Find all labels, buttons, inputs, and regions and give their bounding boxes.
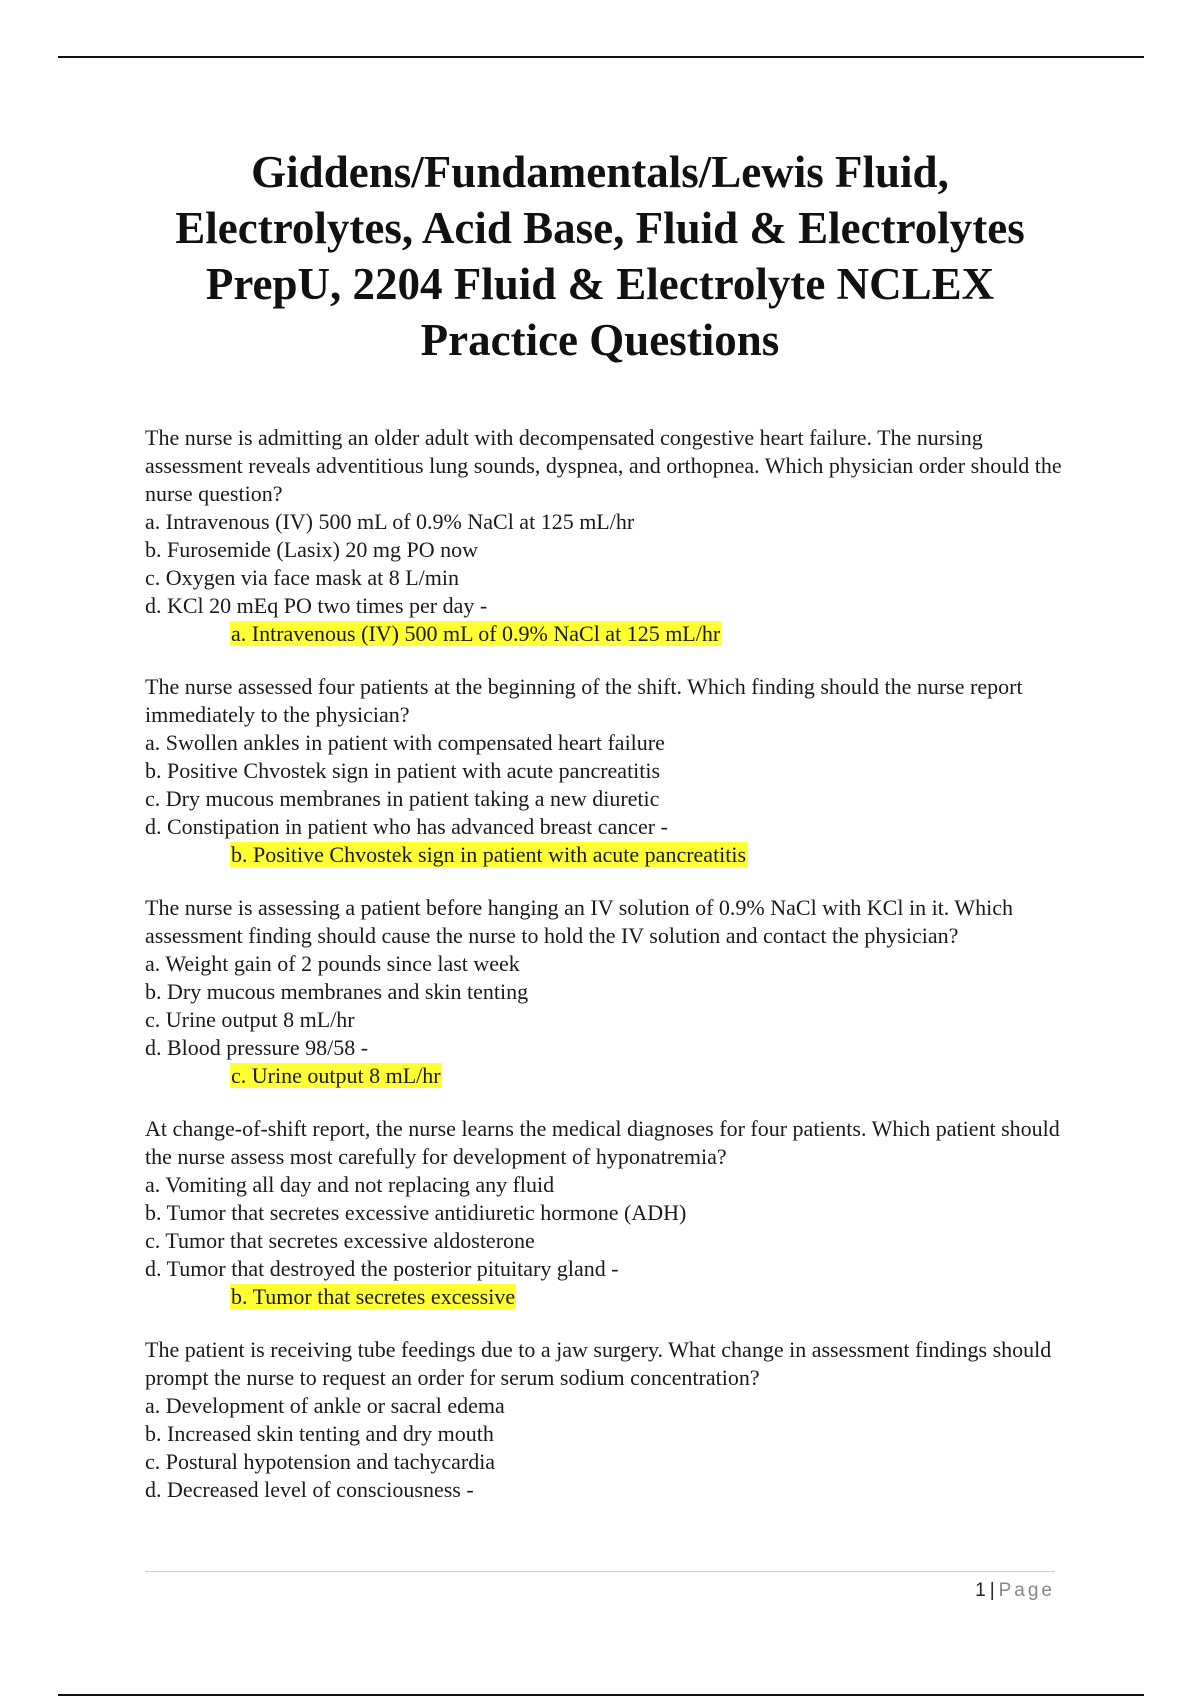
option-c: c. Tumor that secretes excessive aldosterone <box>145 1228 535 1253</box>
page-label: Page <box>998 1580 1055 1601</box>
header-rule <box>58 56 1144 58</box>
option-d: d. Decreased level of consciousness - <box>145 1477 474 1502</box>
page-footer <box>145 1571 1055 1602</box>
question-1 <box>145 424 1065 648</box>
highlighted-answer: b. Tumor that secretes excessive <box>231 1284 516 1309</box>
option-list <box>145 508 1065 620</box>
option-c: c. Dry mucous membranes in patient taking a new diuretic <box>145 786 660 811</box>
highlighted-answer: c. Urine output 8 mL/hr <box>231 1063 441 1088</box>
option-d: d. KCl 20 mEq PO two times per day - <box>145 593 488 618</box>
option-d: d. Blood pressure 98/58 - <box>145 1035 369 1060</box>
option-b: b. Dry mucous membranes and skin tenting <box>145 979 529 1004</box>
highlighted-answer: b. Positive Chvostek sign in patient with acute pancreatitis <box>231 842 747 867</box>
option-a: a. Weight gain of 2 pounds since last week <box>145 951 520 976</box>
question-stem: The patient is receiving tube feedings due to a jaw surgery. What change in assessment findings should prompt the nurse to request an order for serum sodium concentration? <box>145 1337 1052 1390</box>
option-list <box>145 1171 1065 1283</box>
question-list <box>145 424 1065 1529</box>
option-a: a. Vomiting all day and not replacing any fluid <box>145 1172 555 1197</box>
question-5 <box>145 1336 1065 1504</box>
option-b: b. Increased skin tenting and dry mouth <box>145 1421 494 1446</box>
answer-row <box>145 620 1065 648</box>
option-list <box>145 950 1065 1062</box>
option-c: c. Urine output 8 mL/hr <box>145 1007 355 1032</box>
question-stem: The nurse is assessing a patient before hanging an IV solution of 0.9% NaCl with KCl in it. Which assessment finding should cause the nurse to hold the IV solution and contact the physician? <box>145 895 1014 948</box>
option-c: c. Oxygen via face mask at 8 L/min <box>145 565 460 590</box>
document-title: Giddens/Fundamentals/Lewis Fluid, Electrolytes, Acid Base, Fluid & Electrolytes PrepU, 2204 Fluid & Electrolyte NCLEX Practice Questions <box>175 147 1025 365</box>
option-b: b. Tumor that secretes excessive antidiuretic hormone (ADH) <box>145 1200 687 1225</box>
question-stem: The nurse is admitting an older adult with decompensated congestive heart failure. The nursing assessment reveals adventitious lung sounds, dyspnea, and orthopnea. Which physician order should the nurse question? <box>145 425 1062 506</box>
option-d: d. Constipation in patient who has advanced breast cancer - <box>145 814 668 839</box>
footer-rule <box>58 1694 1144 1696</box>
question-3 <box>145 894 1065 1090</box>
option-a: a. Swollen ankles in patient with compensated heart failure <box>145 730 665 755</box>
answer-row <box>145 841 1065 869</box>
question-stem: At change-of-shift report, the nurse learns the medical diagnoses for four patients. Which patient should the nurse assess most carefully for development of hyponatremia? <box>145 1116 1060 1169</box>
option-list <box>145 1392 1065 1504</box>
option-a: a. Intravenous (IV) 500 mL of 0.9% NaCl at 125 mL/hr <box>145 509 635 534</box>
answer-row <box>145 1283 1065 1311</box>
option-b: b. Positive Chvostek sign in patient with acute pancreatitis <box>145 758 661 783</box>
option-list <box>145 729 1065 841</box>
highlighted-answer: a. Intravenous (IV) 500 mL of 0.9% NaCl at 125 mL/hr <box>231 621 721 646</box>
question-4 <box>145 1115 1065 1311</box>
question-stem: The nurse assessed four patients at the beginning of the shift. Which finding should the nurse report immediately to the physician? <box>145 674 1023 727</box>
question-2 <box>145 673 1065 869</box>
footer-separator: | <box>989 1580 995 1601</box>
option-c: c. Postural hypotension and tachycardia <box>145 1449 496 1474</box>
page-number: 1 <box>975 1580 986 1601</box>
answer-row <box>145 1062 1065 1090</box>
option-a: a. Development of ankle or sacral edema <box>145 1393 505 1418</box>
option-d: d. Tumor that destroyed the posterior pituitary gland - <box>145 1256 619 1281</box>
option-b: b. Furosemide (Lasix) 20 mg PO now <box>145 537 479 562</box>
